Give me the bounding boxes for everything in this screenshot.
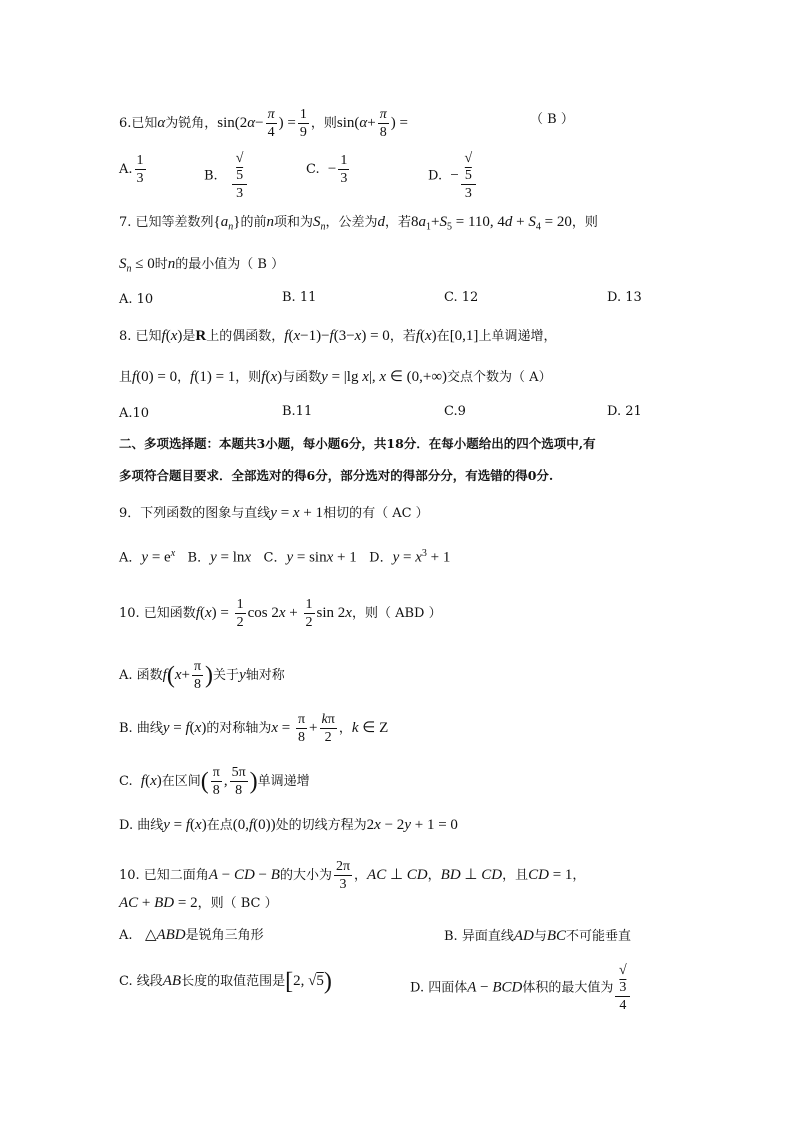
q7-option-c: C. 12: [444, 290, 479, 305]
q8-stem-line1: 8. 已知f(x)是R上的偶函数，f(x−1)−f(3−x) = 0，若f(x)在[0,1]上单调递增，: [119, 328, 557, 344]
q10b-stem-line2: AC + BD = 2，则（ BC ）: [119, 895, 278, 911]
q10b-option-c: C. 线段AB长度的取值范围是[2, √5): [119, 968, 332, 995]
q6-option-c: C. − $\frac{1}{3}$: [306, 153, 348, 186]
q7-option-a: A. 10: [119, 292, 154, 307]
q6-stem: 6.已知α为锐角，sin(2α− $\frac{\pi}{4}$ ) = $\frac{1}{9}$ ，则sin(α+ $\frac{\pi}{8}$ ) =: [119, 107, 408, 140]
q10a-option-c: C. f(x)在区间( $\frac{\pi}{8}$ , $\frac{5\pi}{8}$ )单调递增: [119, 765, 310, 798]
q7-option-d: D. 13: [607, 290, 642, 305]
q10b-option-d: D. 四面体A − BCD体积的最大值为 √ 3 4: [410, 962, 632, 1014]
q10a-option-a: A. 函数f(x+ $\frac{\pi}{8}$ )关于y轴对称: [119, 659, 285, 692]
q8-stem-line2: 且f(0) = 0，f(1) = 1，则f(x)与函数y = |lg x|, x ∈ (0,+∞)交点个数为（ A）: [119, 369, 552, 385]
q8-option-d: D. 21: [607, 404, 642, 419]
q10a-option-d: D. 曲线y = f(x)在点(0,f(0))处的切线方程为2x − 2y + 1 = 0: [119, 817, 458, 833]
q7-stem-line2: $S_n \le 0$时n的最小值为（ B ）: [119, 256, 285, 275]
q10a-stem: 10. 已知函数f(x) = $\frac{1}{2}$ cos 2x + $\frac{1}{2}$ sin 2x，则（ ABD ）: [119, 597, 442, 630]
q8-option-c: C.9: [444, 404, 466, 419]
q6-option-b: B. √ 5 3: [204, 150, 249, 202]
q6-answer: （ B ）: [530, 112, 574, 127]
q9-options: A．$y = e^x$ B．y = lnx C．y = sinx + 1 D．$y = x^3 + 1$: [119, 548, 451, 566]
q6-option-d: D. − √ 5 3: [428, 150, 478, 202]
q8-option-b: B.11: [282, 404, 313, 419]
section2-heading-line2: 多项符合题目要求．全部选对的得6分，部分选对的得部分分，有选错的得0分.: [119, 468, 554, 483]
q10a-option-b: B. 曲线y = f(x)的对称轴为x = $\frac{\pi}{8}$ + $\frac{k\pi}{2}$ ，k ∈ Z: [119, 712, 389, 745]
section2-heading-line1: 二、多项选择题：本题共3小题，每小题6分，共18分．在每小题给出的四个选项中,有: [119, 436, 596, 451]
q7-stem-line1: 7. 已知等差数列$\{a_n\}$的前n项和为$S_n$，公差为d，若$8a_1+S_5 = 110$, $4d + S_4 = 20$，则: [119, 214, 598, 233]
q10b-stem-line1: 10. 已知二面角A − CD − B的大小为 $\frac{2\pi}{3}$ ，AC ⊥ CD，BD ⊥ CD，且CD = 1，: [119, 859, 586, 892]
q10b-option-b: B. 异面直线AD与BC不可能垂直: [444, 928, 632, 944]
q6-option-a: A. $\frac{1}{3}$: [119, 153, 144, 186]
q9-stem: 9．下列函数的图象与直线y = x + 1相切的有（ AC ）: [119, 505, 429, 521]
q8-option-a: A.10: [119, 406, 150, 421]
q7-option-b: B. 11: [282, 290, 317, 305]
q10b-option-a: A. △ABD是锐角三角形: [119, 927, 264, 943]
